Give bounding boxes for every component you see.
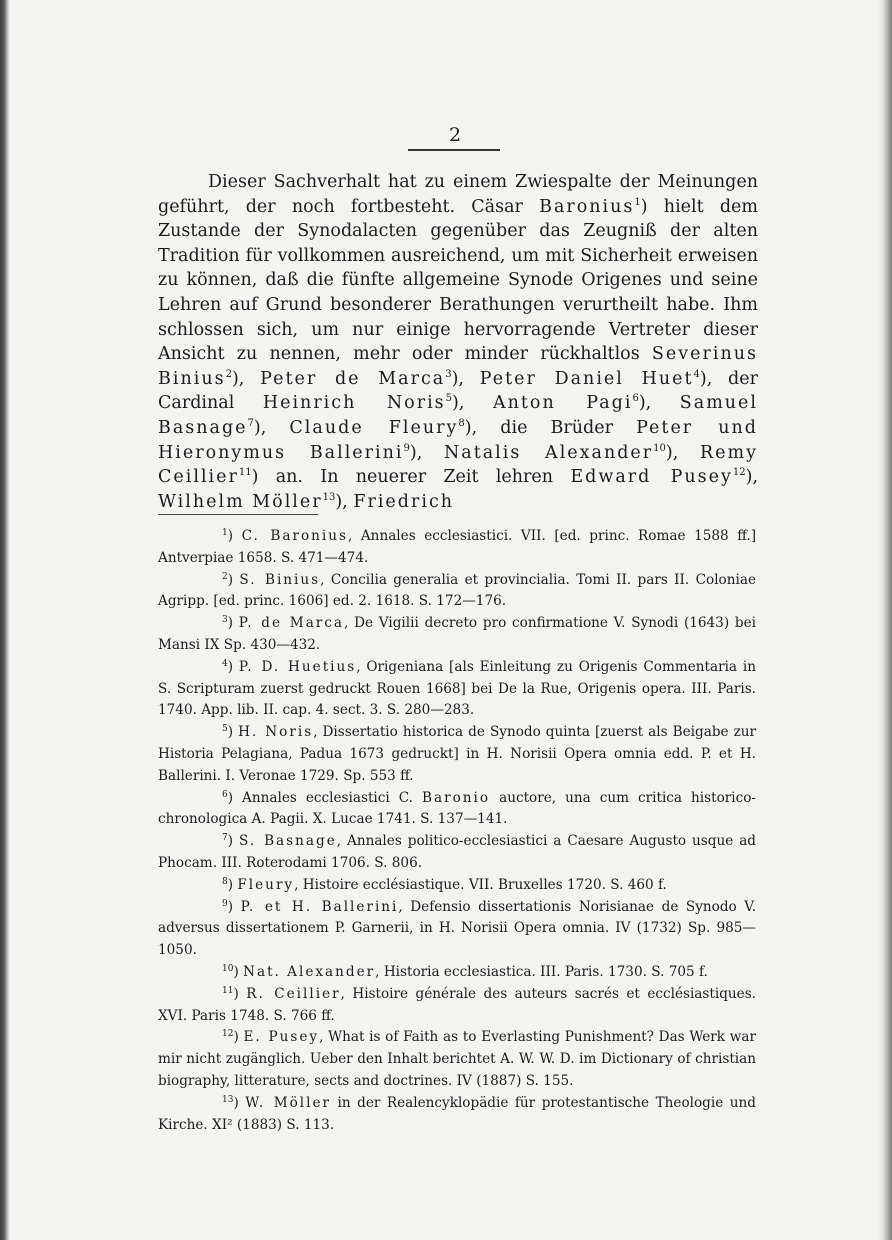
footnote-author: Nat. Alexander	[243, 963, 376, 980]
person-name: Natalis Alexander	[443, 442, 654, 463]
footnote-citation: , What is of Faith as to Everlasting Punishment? Das Werk war mir nicht zugänglich. Ueber den Inhalt berichtet A. W. W. D. im Dictionary of christian biography, litterature, sects and doctrines. IV (1887) S. 155.	[158, 1029, 756, 1089]
footnote-author: R. Ceillier	[246, 985, 341, 1002]
footnote-text: )	[233, 963, 244, 980]
body-text-segment: ),	[231, 368, 261, 389]
footnote-author: C. Baronius	[241, 528, 348, 544]
body-text-segment: ),	[665, 442, 700, 463]
person-name: Remy Ceillier	[158, 442, 758, 488]
footnote-citation: , Histoire ecclésiastique. VII. Bruxelles 1720. S. 460 f.	[294, 876, 667, 893]
footnote-mark: 2	[222, 571, 228, 582]
footnote-ref: 5	[445, 393, 453, 405]
person-name: Peter de Marca	[260, 368, 446, 389]
footnote-citation: auctore, una cum critica historico-chronologica A. Pagii. X. Lucae 1741. S. 137—141.	[158, 789, 756, 828]
footnote-author: P. D. Huetius	[238, 658, 357, 675]
footnote-citation: , Dissertatio historica de Synodo quinta [zuerst als Beigabe zur Historia Pelagiana, Padua 1673 gedruckt] in H. Norisii Opera omnia edd. P. et H. Ballerini. I. Veronae 1729. Sp. 553 ff.	[158, 724, 757, 784]
footnote-mark: 4	[222, 658, 228, 669]
body-text	[158, 170, 758, 514]
person-name: Severinus Binius	[158, 344, 758, 389]
footnote-ref: 9	[403, 442, 410, 454]
body-text-segment: ),	[452, 393, 493, 414]
footnote-author: P. de Marca	[238, 615, 345, 632]
footnote-ref: 8	[458, 417, 465, 429]
footnote	[158, 984, 756, 1028]
footnote	[158, 657, 756, 722]
footnote-author: Fleury	[237, 876, 295, 893]
footnote	[158, 1027, 756, 1092]
footnote-citation: , Annales ecclesiastici. VII. [ed. princ. Romae 1588 ff.] Antverpiae 1658. S. 471—474.	[158, 528, 757, 566]
body-paragraph	[158, 170, 758, 514]
footnote-ref: 1	[634, 196, 641, 208]
person-name: Wilhelm Möller	[158, 491, 323, 512]
footnote	[158, 875, 756, 897]
footnote-citation: , Histoire générale des auteurs sacrés et ecclésiastiques. XVI. Paris 1748. S. 766 ff.	[158, 985, 756, 1024]
footnote-citation: , Defensio dissertationis Norisianae de Synodo V. adversus dissertationem P. Garnerii, in H. Norisii Opera omnia. IV (1732) Sp. 985—1050.	[158, 898, 757, 959]
footnote-ref: 3	[445, 368, 452, 380]
footnote-citation: , Historia ecclesiastica. III. Paris. 1730. S. 705 f.	[375, 963, 708, 980]
footnote-mark: 5	[222, 724, 228, 735]
footnote	[158, 722, 756, 787]
footnote-ref: 7	[247, 417, 254, 429]
footnote	[158, 570, 756, 614]
footnote-citation: in der Realencyklopädie für protestantische Theologie und Kirche. XI² (1883) S. 113.	[158, 1094, 756, 1133]
scan-edge-left	[0, 0, 10, 1240]
footnote-text: )	[227, 833, 239, 850]
footnote-ref: 12	[732, 467, 746, 479]
footnote-mark: 10	[222, 963, 234, 974]
footnote-text: )	[227, 876, 238, 893]
footnote	[158, 613, 756, 657]
footnote-mark: 8	[222, 876, 228, 887]
footnote	[158, 962, 756, 984]
footnote-author: P. et H. Ballerini	[240, 898, 399, 915]
footnote-text: )	[233, 985, 247, 1002]
footnote-mark: 7	[222, 833, 228, 844]
footnote-text: )	[227, 898, 241, 915]
person-name: Friedrich	[353, 491, 455, 512]
footnote-mark: 9	[222, 898, 228, 909]
body-text-segment: ),	[451, 368, 480, 389]
footnote-mark: 12	[222, 1029, 234, 1040]
page-number: 2	[448, 124, 462, 146]
body-text-segment: ) an. In neuerer Zeit lehren	[251, 467, 571, 488]
footnote-ref: 11	[238, 467, 252, 479]
footnote-ref: 2	[225, 368, 232, 380]
footnote-author: E. Pusey	[243, 1029, 320, 1046]
footnote-text: )	[227, 528, 242, 544]
footnote-citation: , De Vigilii decreto pro confirmatione V. Synodi (1643) bei Mansi IX Sp. 430—432.	[158, 615, 756, 653]
footnote-mark: 6	[222, 789, 228, 800]
body-text-segment: ),	[409, 442, 444, 463]
scan-edge-right	[878, 0, 892, 1240]
person-name: Samuel Basnage	[158, 393, 759, 438]
footnote-ref: 13	[322, 491, 336, 503]
footnote	[158, 897, 756, 962]
person-name: Claude Fleury	[289, 417, 459, 438]
person-name: Edward Pusey	[570, 467, 733, 488]
footnote-text: )	[227, 615, 239, 632]
footnote-mark: 1	[222, 528, 228, 538]
footnote-author: H. Noris	[238, 724, 314, 741]
body-text-segment: Dieser Sachverhalt hat zu einem Zwiespalte der Meinungen geführt, der noch fortbesteht. Cäsar	[158, 172, 758, 217]
footnote	[158, 788, 756, 832]
footnote-ref: 4	[693, 368, 700, 380]
footnote-citation: , Annales politico-ecclesiastici a Caesare Augusto usque ad Phocam. III. Roterodami 1706. S. 806.	[158, 833, 756, 871]
person-name: Heinrich Noris	[262, 393, 446, 414]
footnote	[158, 1093, 756, 1137]
footnote-text: )	[227, 724, 239, 741]
footnote-text: )	[233, 1029, 244, 1046]
body-text-segment: ),	[745, 467, 759, 488]
footnote-citation: , Origeniana [als Einleitung zu Origenis Commentaria in S. Scripturam zuerst gedruckt Rouen 1668] bei De la Rue, Origenis opera. III. Paris. 1740. App. lib. II. cap. 4. sect. 3. S. 280—283.	[158, 658, 756, 719]
footnote-text: )	[227, 571, 240, 588]
person-name: Peter und Hieronymus Ballerini	[158, 417, 759, 463]
footnote-author: S. Basnage	[238, 833, 337, 850]
footnote-mark: 11	[222, 985, 234, 996]
person-name: Peter Daniel Huet	[479, 368, 694, 389]
person-name: Anton Pagi	[492, 393, 633, 414]
footnote-citation: , Concilia generalia et provincialia. Tomi II. pars II. Coloniae Agripp. [ed. princ. 1606] ed. 2. 1618. S. 172—176.	[158, 571, 756, 610]
footnote-text: )	[233, 1094, 246, 1111]
body-text-segment: ) hielt dem Zustande der Synodalacten gegenüber das Zeugniß der alten Tradition für vollkommen ausreichend, um mit Sicherheit erweisen zu können, daß die fünfte allgemeine Synode Origenes und seine Lehren auf Grund besonderer Berathungen verurtheilt habe. Ihm schlossen sich, um nur einige hervorragende Vertreter dieser Ansicht zu nennen, mehr oder minder rückhaltlos	[158, 196, 758, 365]
body-text-segment: ), die Brüder	[464, 417, 637, 438]
footnote	[158, 526, 756, 570]
footnote-author: W. Möller	[245, 1094, 332, 1111]
footnote-mark: 3	[222, 615, 228, 626]
body-text-segment: ),	[335, 491, 354, 512]
footnote-author: S. Binius	[239, 571, 321, 588]
body-text-segment: ), der Cardinal	[158, 368, 758, 414]
person-name: Baronius	[539, 196, 635, 217]
footnote-mark: 13	[222, 1094, 234, 1105]
body-text-segment: ),	[253, 417, 290, 438]
footnote-ref: 6	[632, 393, 639, 405]
footnote-separator	[158, 514, 318, 515]
footnote-text: ) Annales ecclesiastici C.	[227, 789, 422, 806]
page-number-rule	[408, 149, 500, 151]
footnotes	[158, 526, 756, 1136]
footnote-author: Baronio	[422, 789, 491, 806]
footnote-ref: 10	[653, 442, 666, 454]
footnote-text: )	[227, 658, 239, 675]
footnote	[158, 831, 756, 875]
body-text-segment: ),	[638, 393, 680, 414]
